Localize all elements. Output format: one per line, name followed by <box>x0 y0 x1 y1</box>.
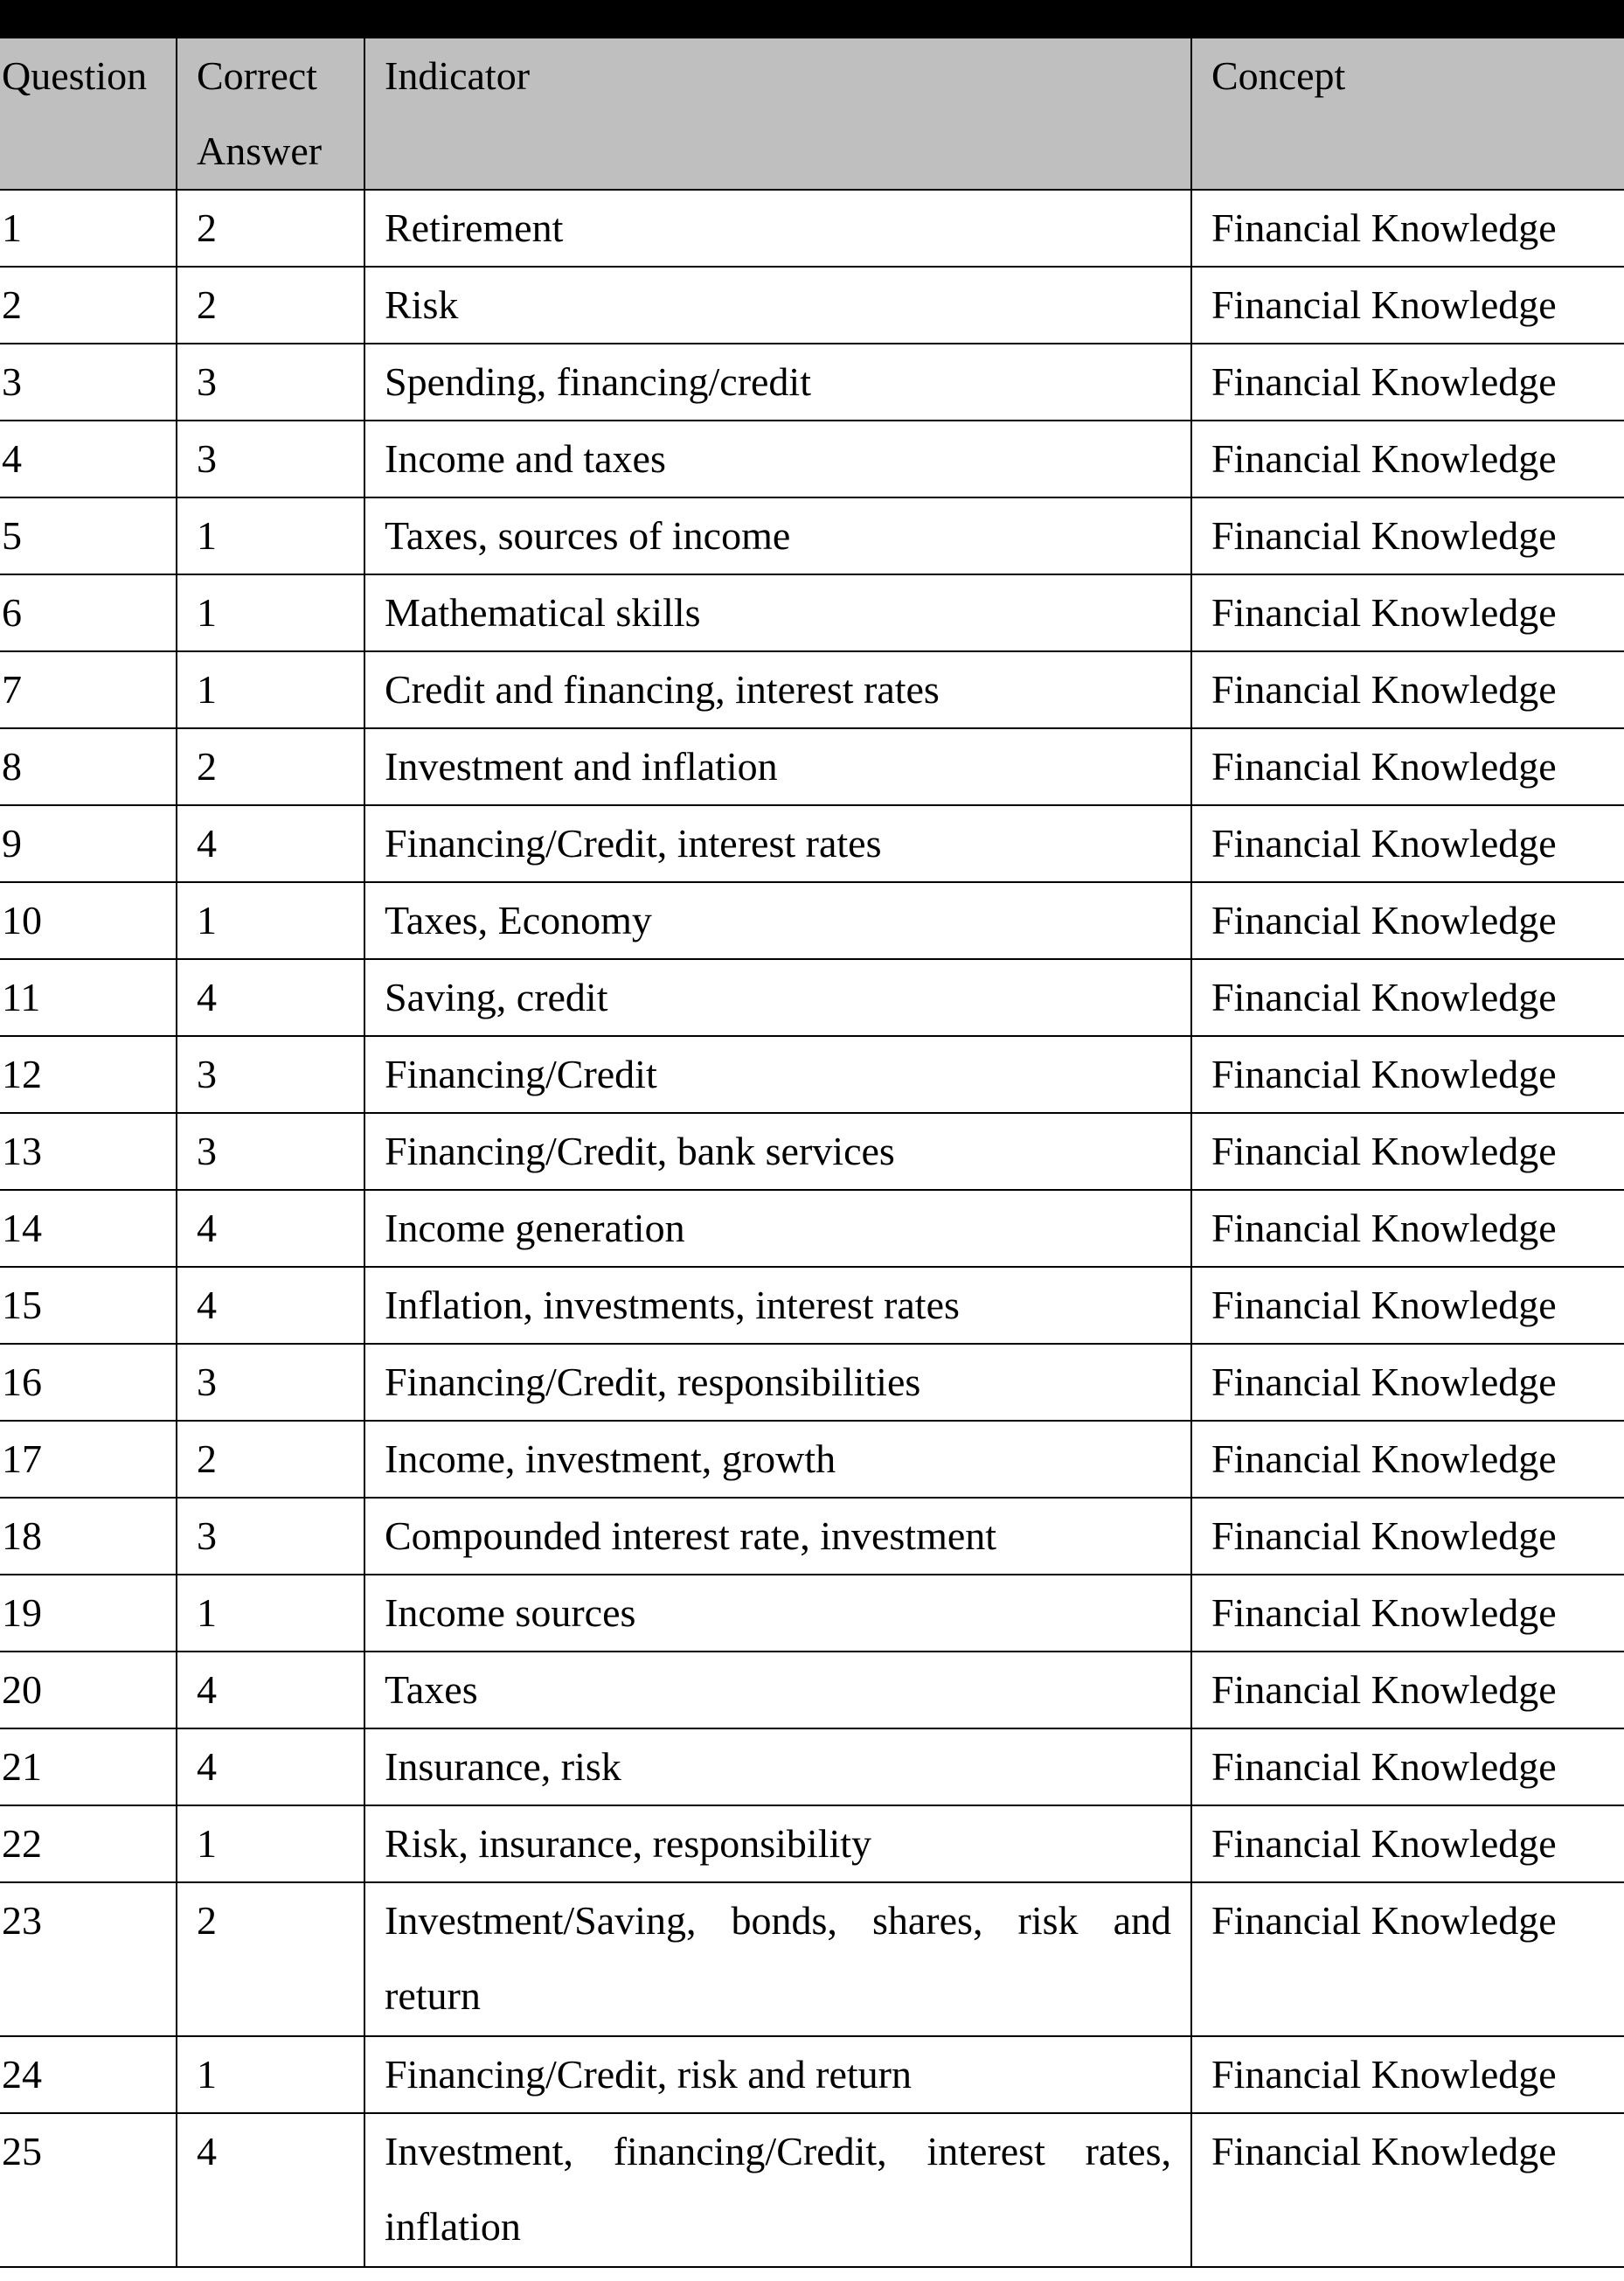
correct-answer-cell: 4 <box>177 1267 364 1344</box>
concept-cell: Financial Knowledge <box>1191 882 1624 959</box>
question-cell: 4 <box>0 421 177 497</box>
question-cell: 16 <box>0 1344 177 1421</box>
concept-cell: Financial Knowledge <box>1191 267 1624 344</box>
concept-cell: Financial Knowledge <box>1191 1344 1624 1421</box>
correct-answer-cell: 1 <box>177 1805 364 1882</box>
indicator-cell: Insurance, risk <box>364 1728 1191 1805</box>
indicator-cell: Risk, insurance, responsibility <box>364 1805 1191 1882</box>
indicator-cell: Compounded interest rate, investment <box>364 1498 1191 1575</box>
question-cell: 6 <box>0 574 177 651</box>
correct-answer-cell: 3 <box>177 1344 364 1421</box>
correct-answer-cell: 1 <box>177 651 364 728</box>
indicator-cell: Investment/Saving, bonds, shares, risk and return <box>364 1882 1191 2036</box>
question-cell: 15 <box>0 1267 177 1344</box>
correct-answer-cell: 2 <box>177 267 364 344</box>
question-cell: 24 <box>0 2036 177 2113</box>
indicator-cell: Financing/Credit <box>364 1036 1191 1113</box>
concept-cell: Financial Knowledge <box>1191 1728 1624 1805</box>
table-row <box>0 1882 1624 2036</box>
concept-cell: Financial Knowledge <box>1191 421 1624 497</box>
header-correct-answer: Correct Answer <box>177 38 364 190</box>
question-cell: 2 <box>0 267 177 344</box>
table-row <box>0 1036 1624 1113</box>
correct-answer-cell: 3 <box>177 1113 364 1190</box>
concept-cell: Financial Knowledge <box>1191 574 1624 651</box>
indicator-cell: Financing/Credit, bank services <box>364 1113 1191 1190</box>
indicator-cell: Risk <box>364 267 1191 344</box>
table-row <box>0 344 1624 421</box>
indicator-cell: Financing/Credit, interest rates <box>364 805 1191 882</box>
indicator-cell: Investment and inflation <box>364 728 1191 805</box>
correct-answer-cell: 4 <box>177 805 364 882</box>
concept-cell: Financial Knowledge <box>1191 2036 1624 2113</box>
table-row <box>0 1113 1624 1190</box>
correct-answer-cell: 4 <box>177 1652 364 1728</box>
indicator-cell: Financing/Credit, risk and return <box>364 2036 1191 2113</box>
header-question: Question <box>0 38 177 190</box>
question-cell: 8 <box>0 728 177 805</box>
correct-answer-cell: 1 <box>177 2036 364 2113</box>
concept-cell: Financial Knowledge <box>1191 651 1624 728</box>
concept-cell: Financial Knowledge <box>1191 344 1624 421</box>
indicator-cell: Income, investment, growth <box>364 1421 1191 1498</box>
concept-cell: Financial Knowledge <box>1191 1575 1624 1652</box>
answer-key-table <box>0 37 1624 2268</box>
table-row <box>0 1267 1624 1344</box>
question-cell: 1 <box>0 190 177 267</box>
table-row <box>0 1728 1624 1805</box>
table-row <box>0 1575 1624 1652</box>
correct-answer-cell: 3 <box>177 1036 364 1113</box>
question-cell: 19 <box>0 1575 177 1652</box>
indicator-cell: Credit and financing, interest rates <box>364 651 1191 728</box>
question-cell: 25 <box>0 2113 177 2267</box>
correct-answer-cell: 1 <box>177 882 364 959</box>
correct-answer-cell: 3 <box>177 1498 364 1575</box>
indicator-cell: Financing/Credit, responsibilities <box>364 1344 1191 1421</box>
correct-answer-cell: 2 <box>177 728 364 805</box>
table-row <box>0 1344 1624 1421</box>
table-row <box>0 1421 1624 1498</box>
concept-cell: Financial Knowledge <box>1191 728 1624 805</box>
header-indicator: Indicator <box>364 38 1191 190</box>
concept-cell: Financial Knowledge <box>1191 959 1624 1036</box>
question-cell: 3 <box>0 344 177 421</box>
concept-cell: Financial Knowledge <box>1191 2113 1624 2267</box>
concept-cell: Financial Knowledge <box>1191 190 1624 267</box>
indicator-cell: Spending, financing/credit <box>364 344 1191 421</box>
question-cell: 9 <box>0 805 177 882</box>
question-cell: 22 <box>0 1805 177 1882</box>
header-row <box>0 38 1624 190</box>
indicator-cell: Inflation, investments, interest rates <box>364 1267 1191 1344</box>
table-header <box>0 38 1624 190</box>
table-row <box>0 190 1624 267</box>
table-row <box>0 267 1624 344</box>
question-cell: 18 <box>0 1498 177 1575</box>
indicator-cell: Income sources <box>364 1575 1191 1652</box>
correct-answer-cell: 1 <box>177 1575 364 1652</box>
concept-cell: Financial Knowledge <box>1191 1113 1624 1190</box>
table-row <box>0 882 1624 959</box>
indicator-cell: Investment, financing/Credit, interest rates, inflation <box>364 2113 1191 2267</box>
question-cell: 7 <box>0 651 177 728</box>
question-cell: 12 <box>0 1036 177 1113</box>
table-row <box>0 1190 1624 1267</box>
concept-cell: Financial Knowledge <box>1191 1190 1624 1267</box>
indicator-cell: Taxes, sources of income <box>364 497 1191 574</box>
table-row <box>0 574 1624 651</box>
correct-answer-cell: 3 <box>177 421 364 497</box>
indicator-cell: Taxes <box>364 1652 1191 1728</box>
indicator-cell: Retirement <box>364 190 1191 267</box>
question-cell: 23 <box>0 1882 177 2036</box>
concept-cell: Financial Knowledge <box>1191 1805 1624 1882</box>
question-cell: 5 <box>0 497 177 574</box>
concept-cell: Financial Knowledge <box>1191 1036 1624 1113</box>
concept-cell: Financial Knowledge <box>1191 1652 1624 1728</box>
table-row <box>0 728 1624 805</box>
table-row <box>0 805 1624 882</box>
table-row <box>0 651 1624 728</box>
concept-cell: Financial Knowledge <box>1191 1498 1624 1575</box>
table-row <box>0 2113 1624 2267</box>
question-cell: 11 <box>0 959 177 1036</box>
concept-cell: Financial Knowledge <box>1191 1882 1624 2036</box>
header-concept: Concept <box>1191 38 1624 190</box>
correct-answer-cell: 2 <box>177 1882 364 2036</box>
correct-answer-cell: 3 <box>177 344 364 421</box>
correct-answer-cell: 4 <box>177 1190 364 1267</box>
correct-answer-cell: 4 <box>177 1728 364 1805</box>
concept-cell: Financial Knowledge <box>1191 1421 1624 1498</box>
concept-cell: Financial Knowledge <box>1191 497 1624 574</box>
table-row <box>0 1498 1624 1575</box>
table-row <box>0 497 1624 574</box>
question-cell: 20 <box>0 1652 177 1728</box>
indicator-cell: Mathematical skills <box>364 574 1191 651</box>
indicator-cell: Saving, credit <box>364 959 1191 1036</box>
indicator-cell: Income and taxes <box>364 421 1191 497</box>
page-top-bar <box>0 0 1624 37</box>
table-body <box>0 190 1624 2267</box>
indicator-cell: Income generation <box>364 1190 1191 1267</box>
concept-cell: Financial Knowledge <box>1191 1267 1624 1344</box>
question-cell: 17 <box>0 1421 177 1498</box>
correct-answer-cell: 1 <box>177 497 364 574</box>
correct-answer-cell: 2 <box>177 1421 364 1498</box>
table-row <box>0 959 1624 1036</box>
question-cell: 21 <box>0 1728 177 1805</box>
concept-cell: Financial Knowledge <box>1191 805 1624 882</box>
question-cell: 10 <box>0 882 177 959</box>
correct-answer-cell: 4 <box>177 959 364 1036</box>
table-row <box>0 1805 1624 1882</box>
correct-answer-cell: 2 <box>177 190 364 267</box>
table-row <box>0 1652 1624 1728</box>
correct-answer-cell: 1 <box>177 574 364 651</box>
question-cell: 13 <box>0 1113 177 1190</box>
table-row <box>0 2036 1624 2113</box>
correct-answer-cell: 4 <box>177 2113 364 2267</box>
indicator-cell: Taxes, Economy <box>364 882 1191 959</box>
table-row <box>0 421 1624 497</box>
question-cell: 14 <box>0 1190 177 1267</box>
